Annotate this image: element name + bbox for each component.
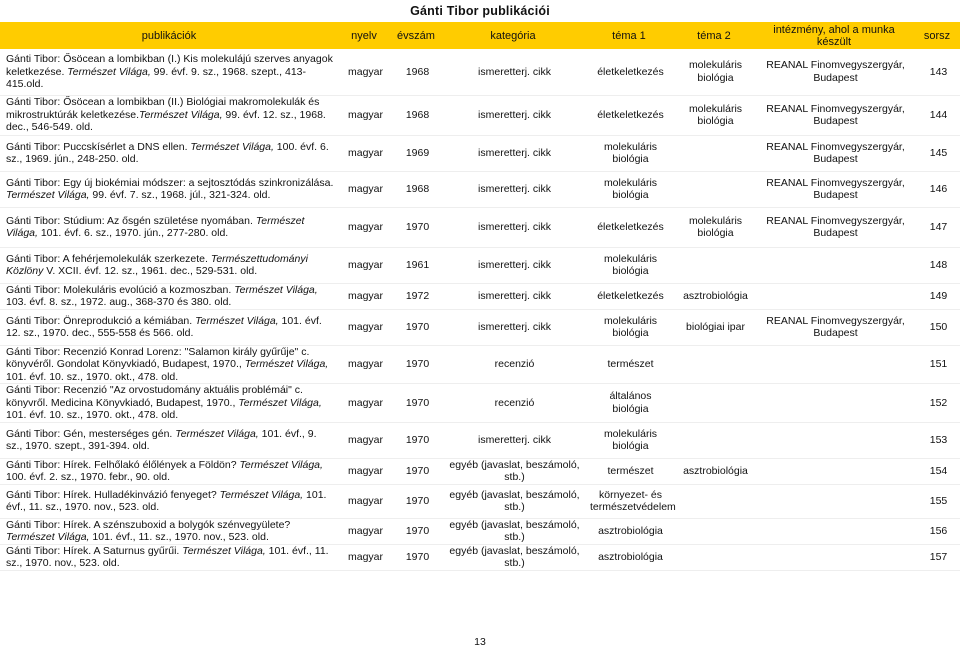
intezmeny-cell [754, 345, 914, 384]
publication-cell [0, 384, 338, 423]
tema2-cell [674, 171, 754, 207]
evszam-cell: 1970 [405, 358, 430, 370]
pub-details: 100. évf. 2. sz., 1970. febr., 90. old. [6, 471, 171, 483]
nyelv-cell: magyar [347, 258, 383, 271]
nyelv-cell: magyar [347, 65, 383, 78]
table-row [0, 135, 960, 171]
tema2-cell: biológiai ipar [686, 320, 745, 333]
sorsz-cell: 144 [929, 108, 948, 121]
tema2-cell [674, 247, 754, 283]
publication-cell [0, 95, 338, 135]
nyelv-cell: magyar [347, 146, 383, 159]
pub-text: Hírek. A Saturnus gyűrűi. [60, 544, 183, 557]
sorsz-cell: 145 [929, 146, 948, 159]
intezmeny-cell [754, 544, 914, 570]
publication-cell [0, 171, 338, 207]
journal: Természet Világa, [195, 314, 279, 327]
sorsz-cell: 148 [929, 258, 948, 271]
tema2-cell: molekuláris biológia [688, 102, 743, 127]
nyelv-cell: magyar [347, 358, 383, 370]
tema1-cell: természet [607, 358, 654, 370]
tema2-cell [674, 484, 754, 518]
intezmeny-cell [754, 384, 914, 423]
intezmeny-cell: REANAL Finomvegyszergyár, Budapest [766, 102, 905, 127]
table-row [0, 247, 960, 283]
publication-cell [0, 345, 338, 384]
pub-text: Hírek. Hulladékinvázió fenyeget? [60, 488, 220, 501]
journal: Természet Világa, [219, 488, 304, 501]
pub-text: Ősöcean a lombikban (II.) Biológiai makromolekulák és mikrostruktúrák keletkezése. [6, 96, 320, 121]
intezmeny-cell: REANAL Finomvegyszergyár, Budapest [766, 59, 905, 84]
page-number: 13 [474, 636, 486, 648]
evszam-cell: 1970 [405, 524, 430, 537]
table-row [0, 283, 960, 309]
tema1-cell: környezet- és természetvédelem [590, 488, 676, 513]
publication-cell [0, 283, 338, 309]
author: Gánti Tibor: [6, 544, 61, 557]
sorsz-cell: 156 [929, 524, 948, 537]
nyelv-cell: magyar [347, 220, 383, 233]
sorsz-cell: 151 [929, 358, 948, 370]
pub-text: Molekuláris evolúció a kozmoszban. [60, 283, 235, 296]
pub-details: 101. évf., 11. sz., 1970. nov., 523. old. [6, 488, 327, 513]
tema2-cell: molekuláris biológia [688, 59, 743, 84]
author: Gánti Tibor: [6, 53, 61, 65]
journal: Természet Világa, [6, 189, 90, 201]
publication-table [0, 22, 960, 571]
table-row [0, 518, 960, 544]
table-row [0, 95, 960, 135]
pub-text: Egy új biokémiai módszer: a sejtosztódás szinkronizálása. [60, 176, 334, 189]
author: Gánti Tibor: [6, 96, 61, 109]
pub-details: 101. évf. 10. sz., 1970. okt., 478. old. [6, 370, 179, 383]
evszam-cell: 1969 [405, 146, 430, 159]
pub-details: 100. évf. 6. sz., 1969. jún., 248-250. old. [6, 140, 329, 165]
header-nyelv: nyelv [338, 22, 390, 49]
author: Gánti Tibor: [6, 345, 61, 358]
journal: Természet Világa, [182, 544, 266, 557]
kategoria-cell: ismeretterj. cikk [478, 182, 551, 195]
pub-details: 101. évf., 11. sz., 1970. nov., 523. old. [6, 544, 329, 569]
pub-details: 101. évf. 6. sz., 1970. jún., 277-280. old. [37, 227, 229, 239]
nyelv-cell: magyar [347, 320, 383, 333]
table-row [0, 207, 960, 247]
publication-cell [0, 518, 338, 544]
pub-text: Önreprodukció a kémiában. [60, 314, 196, 327]
kategoria-cell: egyéb (javaslat, beszámoló, stb.) [449, 544, 580, 569]
intezmeny-cell: REANAL Finomvegyszergyár, Budapest [766, 214, 905, 239]
journal: Természettudományi Közlöny [6, 252, 308, 277]
header-evszam: évszám [390, 22, 442, 49]
author: Gánti Tibor: [6, 458, 61, 471]
journal: Természet Világa, [139, 108, 223, 121]
pub-details: 99. évf. 7. sz., 1968. júl., 321-324. old. [89, 189, 271, 201]
evszam-cell: 1970 [405, 494, 430, 507]
intezmeny-cell: REANAL Finomvegyszergyár, Budapest [766, 176, 905, 201]
tema1-cell: molekuláris biológia [603, 252, 658, 277]
publication-cell [0, 458, 338, 484]
tema1-cell: életkeletkezés [597, 108, 664, 121]
publication-cell [0, 484, 338, 518]
pub-text: Hírek. Felhőlakó élőlények a Földön? [60, 458, 240, 471]
journal: Természet Világa, [239, 458, 323, 471]
pub-details: 99. évf. 12. sz., 1968. dec., 546-549. old. [6, 108, 326, 134]
table-row [0, 544, 960, 570]
kategoria-cell: ismeretterj. cikk [478, 65, 551, 78]
publication-cell [0, 207, 338, 247]
tema2-cell [674, 384, 754, 423]
journal: Természet Világa, [190, 140, 274, 153]
nyelv-cell: magyar [347, 524, 383, 537]
intezmeny-cell [754, 484, 914, 518]
tema1-cell: molekuláris biológia [603, 176, 658, 201]
header-intezmeny: intézmény, ahol a munka készült [754, 22, 914, 49]
kategoria-cell: ismeretterj. cikk [478, 108, 551, 121]
tema2-cell: asztrobiológia [683, 464, 748, 477]
kategoria-cell: egyéb (javaslat, beszámoló, stb.) [449, 518, 580, 543]
intezmeny-cell: REANAL Finomvegyszergyár, Budapest [766, 140, 905, 165]
publication-cell [0, 422, 338, 458]
pub-details: 99. évf. 9. sz., 1968. szept., 413-415.old. [6, 65, 307, 90]
author: Gánti Tibor: [6, 384, 61, 396]
sorsz-cell: 149 [929, 289, 948, 302]
tema2-cell: molekuláris biológia [688, 214, 743, 239]
author: Gánti Tibor: [6, 140, 61, 153]
sorsz-cell: 155 [929, 494, 948, 507]
journal: Természet Világa, [244, 358, 329, 370]
author: Gánti Tibor: [6, 214, 61, 227]
evszam-cell: 1968 [405, 65, 430, 78]
tema1-cell: életkeletkezés [597, 220, 664, 233]
kategoria-cell: ismeretterj. cikk [478, 289, 551, 302]
sorsz-cell: 154 [929, 464, 948, 477]
kategoria-cell: ismeretterj. cikk [478, 258, 551, 271]
table-row [0, 49, 960, 95]
sorsz-cell: 150 [929, 320, 948, 333]
sorsz-cell: 147 [929, 220, 948, 233]
intezmeny-cell [754, 283, 914, 309]
journal: Természet Világa, [175, 427, 259, 440]
journal: Természet Világa, [6, 531, 90, 543]
author: Gánti Tibor: [6, 252, 61, 265]
kategoria-cell: recenzió [494, 358, 535, 370]
evszam-cell: 1970 [405, 550, 430, 563]
publication-cell [0, 49, 338, 95]
kategoria-cell: ismeretterj. cikk [478, 320, 551, 333]
header-publikaciok: publikációk [0, 22, 338, 49]
evszam-cell: 1961 [405, 258, 430, 271]
tema1-cell: életkeletkezés [597, 289, 664, 302]
nyelv-cell: magyar [347, 289, 383, 302]
pub-details: 101. évf. 12. sz., 1970. dec., 555-558 és 566. old. [6, 314, 322, 339]
table-row [0, 171, 960, 207]
author: Gánti Tibor: [6, 518, 61, 531]
author: Gánti Tibor: [6, 283, 61, 296]
tema1-cell: asztrobiológia [598, 550, 663, 563]
tema1-cell: molekuláris biológia [603, 314, 658, 339]
publication-cell [0, 247, 338, 283]
tema2-cell [674, 544, 754, 570]
nyelv-cell: magyar [347, 494, 383, 507]
tema1-cell: molekuláris biológia [603, 140, 658, 165]
pub-text: Recenzió Konrad Lorenz: "Salamon király gyűrűje" c. könyvéről. Gondolat Könyvkiadó, Budapest, 1970., [6, 345, 310, 370]
header-kategoria: kategória [442, 22, 584, 49]
kategoria-cell: ismeretterj. cikk [478, 220, 551, 233]
journal: Természet Világa, [234, 283, 318, 296]
kategoria-cell: ismeretterj. cikk [478, 433, 551, 446]
tema2-cell [674, 422, 754, 458]
table-row [0, 309, 960, 345]
kategoria-cell: ismeretterj. cikk [478, 146, 551, 159]
pub-details: 101. évf., 9. sz., 1970. szept., 391-394. old. [6, 427, 317, 452]
evszam-cell: 1970 [405, 396, 430, 409]
pub-details: 103. évf. 8. sz., 1972. aug., 368-370 és 380. old. [6, 296, 232, 308]
sorsz-cell: 146 [929, 182, 948, 195]
author: Gánti Tibor: [6, 176, 61, 189]
pub-details: 101. évf. 10. sz., 1970. okt., 478. old. [6, 409, 179, 421]
publication-cell [0, 135, 338, 171]
tema2-cell [674, 135, 754, 171]
table-row [0, 384, 960, 423]
table-row [0, 345, 960, 384]
pub-text: Gén, mesterséges gén. [60, 427, 176, 440]
tema1-cell: általános biológia [609, 390, 652, 415]
evszam-cell: 1968 [405, 182, 430, 195]
header-tema1: téma 1 [584, 22, 674, 49]
nyelv-cell: magyar [347, 433, 383, 446]
intezmeny-cell [754, 247, 914, 283]
header-sorsz: sorsz [914, 22, 960, 49]
sorsz-cell: 152 [929, 396, 948, 409]
author: Gánti Tibor: [6, 427, 61, 440]
nyelv-cell: magyar [347, 464, 383, 477]
tema2-cell: asztrobiológia [683, 289, 748, 302]
sorsz-cell: 157 [929, 550, 948, 563]
author: Gánti Tibor: [6, 314, 61, 327]
kategoria-cell: egyéb (javaslat, beszámoló, stb.) [449, 488, 580, 513]
pub-details: 101. évf., 11. sz., 1970. nov., 523. old. [89, 531, 269, 543]
tema1-cell: molekuláris biológia [603, 427, 658, 452]
kategoria-cell: egyéb (javaslat, beszámoló, stb.) [449, 458, 580, 483]
tema1-cell: életkeletkezés [597, 65, 664, 78]
tema2-cell [674, 345, 754, 384]
journal: Természet Világa, [238, 396, 322, 409]
pub-text: Hírek. A szénszuboxid a bolygók szénvegyülete? [60, 518, 291, 531]
tema2-cell [674, 518, 754, 544]
pub-text: Ősöcean a lombikban (I.) Kis molekulájú szerves anyagok keletkezése. [6, 53, 333, 78]
publication-cell [0, 309, 338, 345]
header-row [0, 22, 960, 49]
pub-text: Stúdium: Az ősgén születése nyomában. [60, 214, 256, 227]
intezmeny-cell [754, 422, 914, 458]
nyelv-cell: magyar [347, 108, 383, 121]
intezmeny-cell: REANAL Finomvegyszergyár, Budapest [766, 314, 905, 339]
page-title: Gánti Tibor publikációi [410, 4, 550, 18]
intezmeny-cell [754, 518, 914, 544]
tema1-cell: asztrobiológia [598, 524, 663, 537]
sorsz-cell: 153 [929, 433, 948, 446]
pub-text: A fehérjemolekulák szerkezete. [60, 252, 211, 265]
journal: Természet Világa, [6, 214, 305, 239]
table-row [0, 422, 960, 458]
journal: Természet Világa, [67, 65, 151, 78]
pub-text: Puccskísérlet a DNS ellen. [60, 140, 191, 153]
header-tema2: téma 2 [674, 22, 754, 49]
nyelv-cell: magyar [347, 396, 383, 409]
kategoria-cell: recenzió [494, 396, 535, 409]
evszam-cell: 1970 [405, 220, 430, 233]
evszam-cell: 1968 [405, 108, 430, 121]
pub-details: V. XCII. évf. 12. sz., 1961. dec., 529-531. old. [43, 265, 258, 277]
nyelv-cell: magyar [347, 182, 383, 195]
intezmeny-cell [754, 458, 914, 484]
sorsz-cell: 143 [929, 65, 948, 78]
evszam-cell: 1970 [405, 464, 430, 477]
table-row [0, 458, 960, 484]
evszam-cell: 1970 [405, 433, 430, 446]
tema1-cell: természet [607, 464, 654, 477]
publication-cell [0, 544, 338, 570]
nyelv-cell: magyar [347, 550, 383, 563]
evszam-cell: 1970 [405, 320, 430, 333]
pub-text: Recenzió "Az orvostudomány aktuális problémái" c. könyvről. Medicina Könyvkiadó, Budapest, 1970., [6, 384, 303, 409]
author: Gánti Tibor: [6, 488, 61, 501]
table-row [0, 484, 960, 518]
evszam-cell: 1972 [405, 289, 430, 302]
